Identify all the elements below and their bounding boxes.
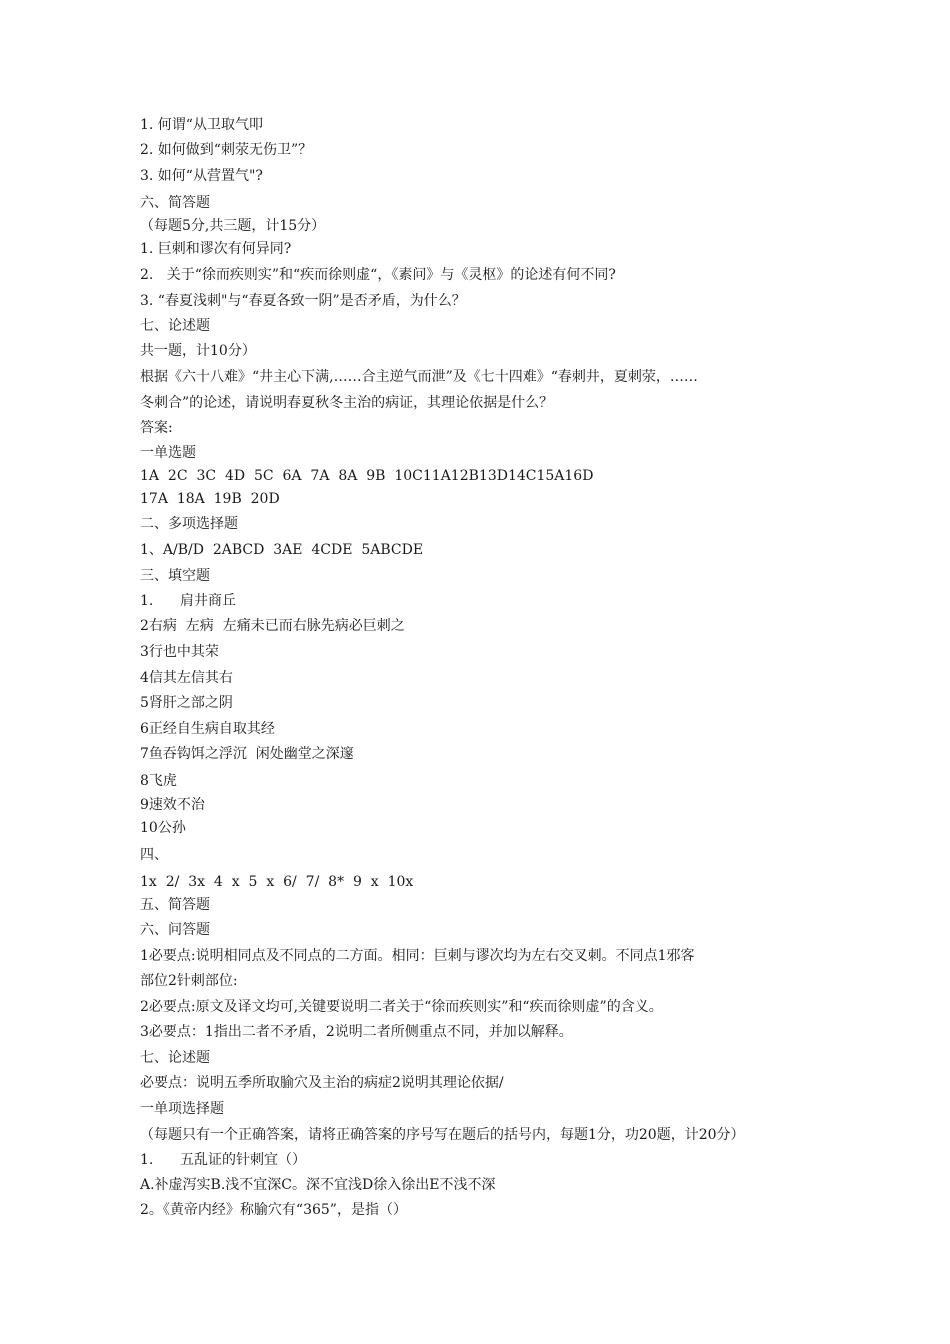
section-heading: 七、论述题 <box>140 1050 210 1066</box>
text-line: 1. 五乱证的针刺宜（） <box>140 1152 307 1168</box>
text-line: 7鱼吞钩饵之浮沉 闲处幽堂之深邃 <box>140 746 354 762</box>
text-line: 4信其左信其右 <box>140 670 233 686</box>
text-line: 冬刺合”的论述，请说明春夏秋冬主治的病证，其理论依据是什么？ <box>140 395 554 411</box>
section-heading: 一单选题 <box>140 445 196 461</box>
text-line: A.补虚泻实B.浅不宜深C。深不宜浅D徐入徐出E不浅不深 <box>140 1177 496 1193</box>
text-line: 1x 2/ 3x 4 x 5 x 6/ 7/ 8* 9 x 10x <box>140 874 414 890</box>
text-line: 1. 巨刺和谬次有何异同? <box>140 241 292 257</box>
section-heading: 七、论述题 <box>140 318 210 334</box>
text-line: 2必要点:原文及译文均可,关键要说明二者关于“徐而疾则实”和“疾而徐则虚”的含义。 <box>140 999 663 1015</box>
text-line: 10公孙 <box>140 820 186 836</box>
section-heading: 五、简答题 <box>140 897 210 913</box>
text-line: 2. 如何做到“刺荥无伤卫”？ <box>140 142 313 158</box>
text-line: 1A 2C 3C 4D 5C 6A 7A 8A 9B 10C11A12B13D14C15A16D <box>140 468 594 484</box>
section-heading: 二、多项选择题 <box>140 516 238 532</box>
text-line: 2。《黄帝内经》称腧穴有“365”，是指（） <box>140 1202 407 1218</box>
section-heading: 六、简答题 <box>140 195 210 211</box>
text-line: 3必要点：1指出二者不矛盾，2说明二者所侧重点不同，并加以解释。 <box>140 1024 573 1040</box>
text-line: 2. 关于“徐而疾则实”和“疾而徐则虚“，《素问》与《灵枢》的论述有何不同? <box>140 267 616 283</box>
text-line: 17A 18A 19B 20D <box>140 491 280 507</box>
text-line: 1. 肩井商丘 <box>140 593 237 609</box>
text-line: 3. 如何“从营置气"? <box>140 168 263 184</box>
text-line: 必要点：说明五季所取腧穴及主治的病症2说明其理论依据/ <box>140 1075 504 1091</box>
text-line: （每题只有一个正确答案，请将正确答案的序号写在题后的括号内，每题1分，功20题，计20分） <box>140 1127 745 1143</box>
text-line: 8飞虎 <box>140 773 177 789</box>
text-line: 根据《六十八难》“井主心下满,……合主逆气而泄”及《七十四难》“春刺井，夏刺荥，…… <box>140 369 698 385</box>
section-heading: 一单项选择题 <box>140 1101 224 1117</box>
text-line: 3行也中其荣 <box>140 644 219 660</box>
text-line: 1. 何谓“从卫取气叩 <box>140 117 263 133</box>
text-line: 1、A/B/D 2ABCD 3AE 4CDE 5ABCDE <box>140 542 424 558</box>
text-line: 部位2针刺部位: <box>140 973 238 989</box>
section-heading: 四、 <box>140 847 168 863</box>
text-line: 1必要点:说明相同点及不同点的二方面。相同：巨刺与谬次均为左右交叉刺。不同点1邪客 <box>140 948 695 964</box>
text-line: 5肾肝之部之阴 <box>140 695 233 711</box>
text-line: 9速效不治 <box>140 797 205 813</box>
text-line: 共一题，计10分） <box>140 343 256 359</box>
text-line: 3. “春夏浅刺"与“春夏各致一阴”是否矛盾，为什么？ <box>140 293 466 309</box>
text-line: （每题5分,共三题，计15分） <box>140 218 326 234</box>
text-line: 2右病 左病 左痛未已而右脉先病必巨刺之 <box>140 618 405 634</box>
section-heading: 三、填空题 <box>140 568 210 584</box>
section-heading: 答案: <box>140 420 173 436</box>
text-line: 6正经自生病自取其经 <box>140 721 275 737</box>
section-heading: 六、问答题 <box>140 922 210 938</box>
